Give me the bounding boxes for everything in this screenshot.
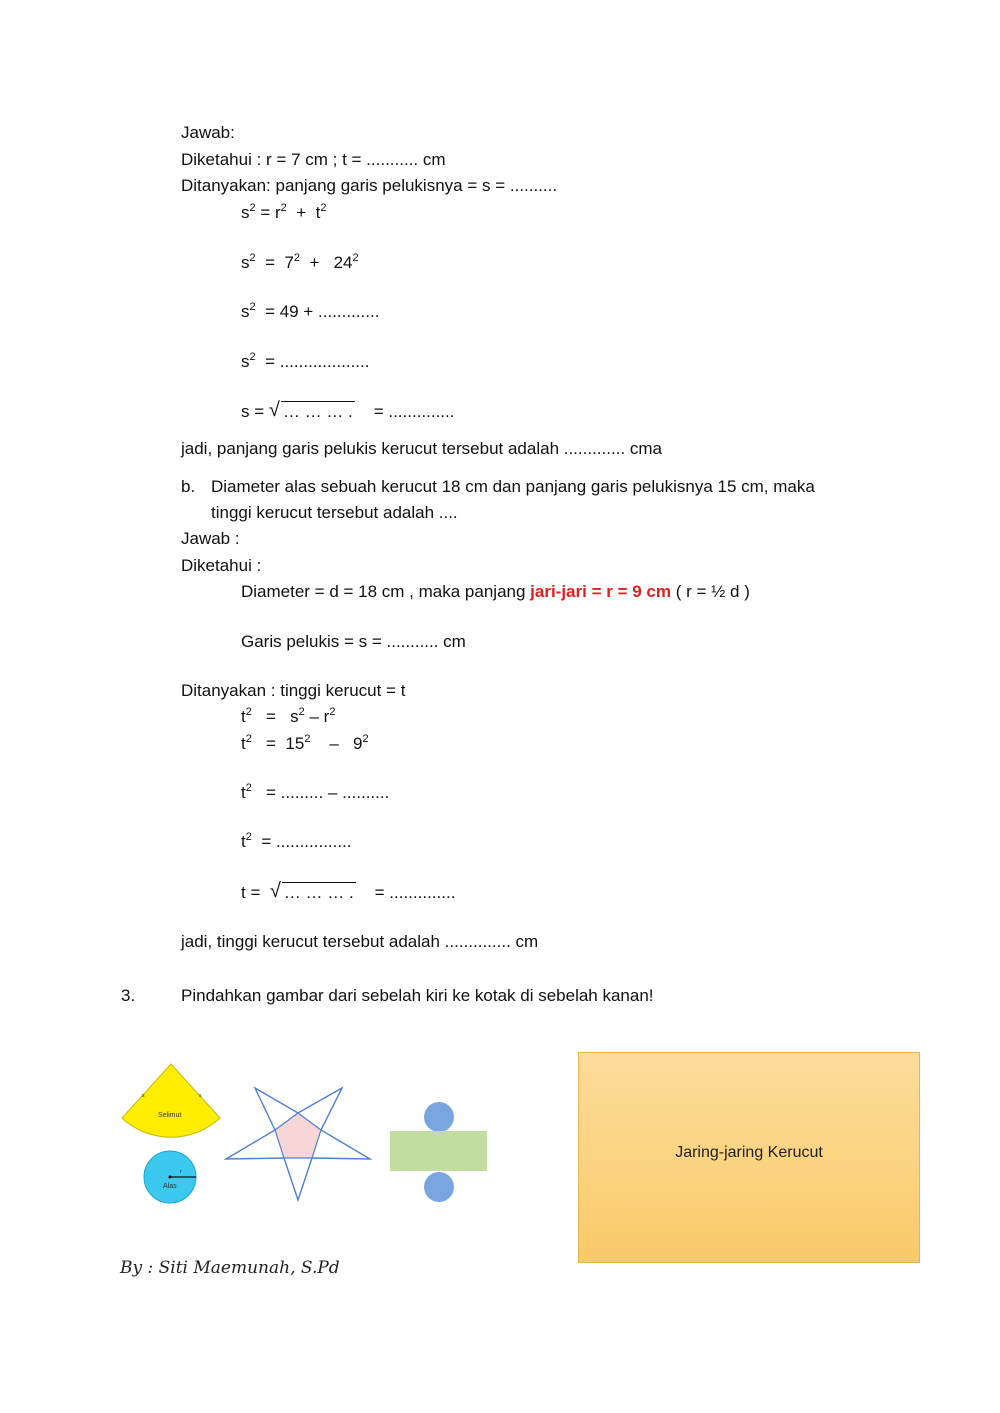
question-3-text: Pindahkan gambar dari sebelah kiri ke kotak di sebelah kanan! [181, 986, 654, 1005]
cone-net-draggable[interactable] [118, 1060, 228, 1208]
ditanyakan-b-line: Ditanyakan : tinggi kerucut = t [181, 681, 406, 700]
conclusion-a: jadi, panjang garis pelukis kerucut tersebut adalah ............. cma [181, 439, 662, 458]
cylinder-side-rect [390, 1131, 487, 1171]
jawab-label: Jawab: [181, 123, 235, 142]
equation-b5: t = √ … … … . = .............. [241, 880, 456, 902]
equation-a3: $s^2 = 49$ + ............. [241, 301, 380, 321]
question-3-number: 3. [121, 986, 136, 1005]
cylinder-net-draggable[interactable] [388, 1100, 492, 1206]
diketahui-b-label: Diketahui : [181, 556, 262, 575]
equation-a4: $s^2$ = ................... [241, 351, 370, 371]
conclusion-b: jadi, tinggi kerucut tersebut adalah .............. cm [181, 932, 539, 951]
equation-b4: $t^2$ = ................ [241, 831, 352, 851]
question-b-line1: Diameter alas sebuah kerucut 18 cm dan panjang garis pelukisnya 15 cm, maka [211, 477, 815, 496]
slant-label-left: s [142, 1093, 145, 1099]
equation-b3: $t^2$ = ......... – .......... [241, 782, 390, 802]
diameter-line: Diameter = d = 18 cm , maka panjang jari-jari = r = 9 cm ( r = ½ d ) [241, 582, 750, 601]
alas-label: Alas [163, 1183, 177, 1190]
cone-sector [122, 1064, 220, 1137]
equation-b1: $t^2 = s^2 - r^2$ [241, 706, 336, 726]
square-root-icon: √ … … … . [268, 399, 353, 421]
cylinder-top-circle [424, 1102, 454, 1132]
center-dot [169, 1176, 172, 1179]
garis-pelukis-line: Garis pelukis = s = ........... cm [241, 632, 466, 651]
radius-highlight: jari-jari = r = 9 cm [530, 582, 671, 601]
star-net-draggable[interactable] [224, 1086, 372, 1204]
jawab-b-label: Jawab : [181, 529, 240, 548]
equation-a5: s = √ … … … . = .............. [241, 399, 455, 421]
question-b-line2: tinggi kerucut tersebut adalah .... [211, 503, 458, 522]
equation-b2: $t^2 = 15^2$ – $9^2$ [241, 733, 369, 753]
diketahui-line: Diketahui : r = 7 cm ; t = ........... cm [181, 150, 446, 169]
square-root-icon: √ … … … . [269, 880, 354, 902]
radius-label: r [180, 1169, 182, 1175]
drop-target-label: Jaring-jaring Kerucut [675, 1143, 823, 1161]
equation-a1: $s^2 = r^2 + t^2$ [241, 202, 327, 222]
drop-target-box[interactable] [578, 1052, 920, 1263]
question-b-number: b. [181, 477, 196, 496]
selimut-label: Selimut [158, 1112, 182, 1119]
slant-label-right: s [199, 1093, 202, 1099]
cylinder-bottom-circle [424, 1172, 454, 1202]
equation-a2: $s^2 = 7^2 + 24^2$ [241, 252, 359, 272]
author-signature: By : Siti Maemunah, S.Pd [120, 1258, 340, 1278]
ditanyakan-line: Ditanyakan: panjang garis pelukisnya = s = .......... [181, 176, 558, 195]
